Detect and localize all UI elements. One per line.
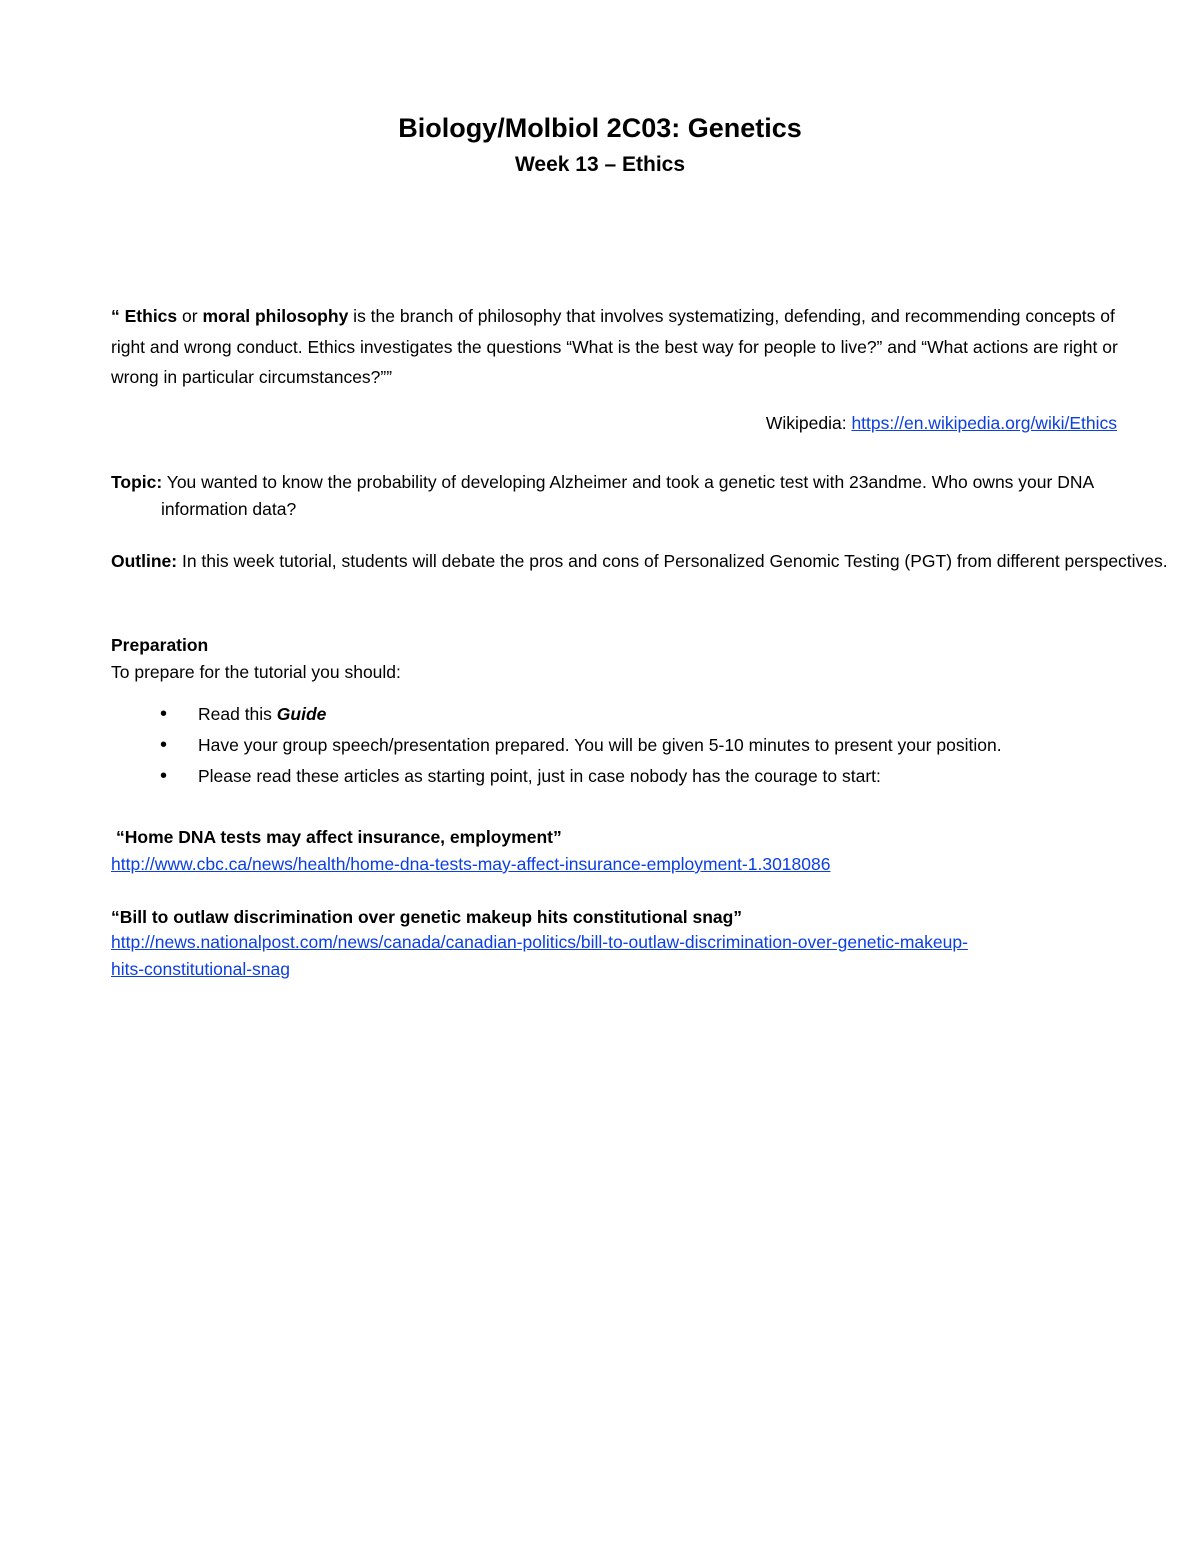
preparation-intro: To prepare for the tutorial you should: — [111, 662, 401, 682]
topic-paragraph — [111, 469, 1171, 523]
source-label: Wikipedia: — [765, 413, 852, 433]
wikipedia-link[interactable]: https://en.wikipedia.org/wiki/Ethics — [851, 413, 1117, 433]
quote-or: or — [177, 306, 203, 326]
outline-text: In this week tutorial, students will debate the pros and cons of Personalized Genomic Testing (PGT) from different perspectives. — [177, 551, 1168, 571]
list-item: • Read this Guide — [160, 700, 1090, 729]
quote-body: is the branch of philosophy that involves systematizing, defending, and recommending concepts of right and wrong conduct. Ethics investigates the questions “What is the best way for people to live?” and “What actions are right or wrong in particular circumstances?”” — [111, 306, 1118, 387]
ethics-definition-quote — [111, 301, 1121, 393]
week-title: Week 13 – Ethics — [514, 153, 686, 176]
term-ethics: Ethics — [124, 306, 178, 326]
preparation-heading: Preparation — [111, 635, 209, 655]
preparation-list — [160, 700, 1090, 793]
guide-emphasis: Guide — [276, 704, 327, 724]
topic-text: You wanted to know the probability of developing Alzheimer and took a genetic test with 23andme. Who owns your DNA information data? — [161, 472, 1094, 519]
list-item: • Please read these articles as starting point, just in case nobody has the courage to start: — [160, 762, 1090, 791]
topic-label: Topic: — [111, 472, 163, 492]
outline-paragraph — [111, 548, 1193, 575]
outline-label: Outline: — [111, 551, 178, 571]
article-2-title: “Bill to outlaw discrimination over genetic makeup hits constitutional snag” — [111, 907, 743, 927]
article-1-link-line — [111, 849, 1121, 880]
article-2-link-block — [111, 929, 1121, 983]
quote-source — [766, 413, 1117, 434]
article-1-link[interactable]: http://www.cbc.ca/news/health/home-dna-tests-may-affect-insurance-employment-1.3018086 — [111, 854, 831, 874]
article-1-title: “Home DNA tests may affect insurance, employment” — [116, 827, 562, 847]
open-quote: “ — [111, 306, 125, 326]
list-item: • Have your group speech/presentation prepared. You will be given 5-10 minutes to present your position. — [160, 731, 1090, 760]
article-2-link[interactable]: http://news.nationalpost.com/news/canada/canadian-politics/bill-to-outlaw-discrimination-over-genetic-makeup- hits-constitutional-snag — [111, 932, 968, 979]
course-title: Biology/Molbiol 2C03: Genetics — [398, 113, 802, 143]
term-moral-philosophy: moral philosophy — [202, 306, 349, 326]
